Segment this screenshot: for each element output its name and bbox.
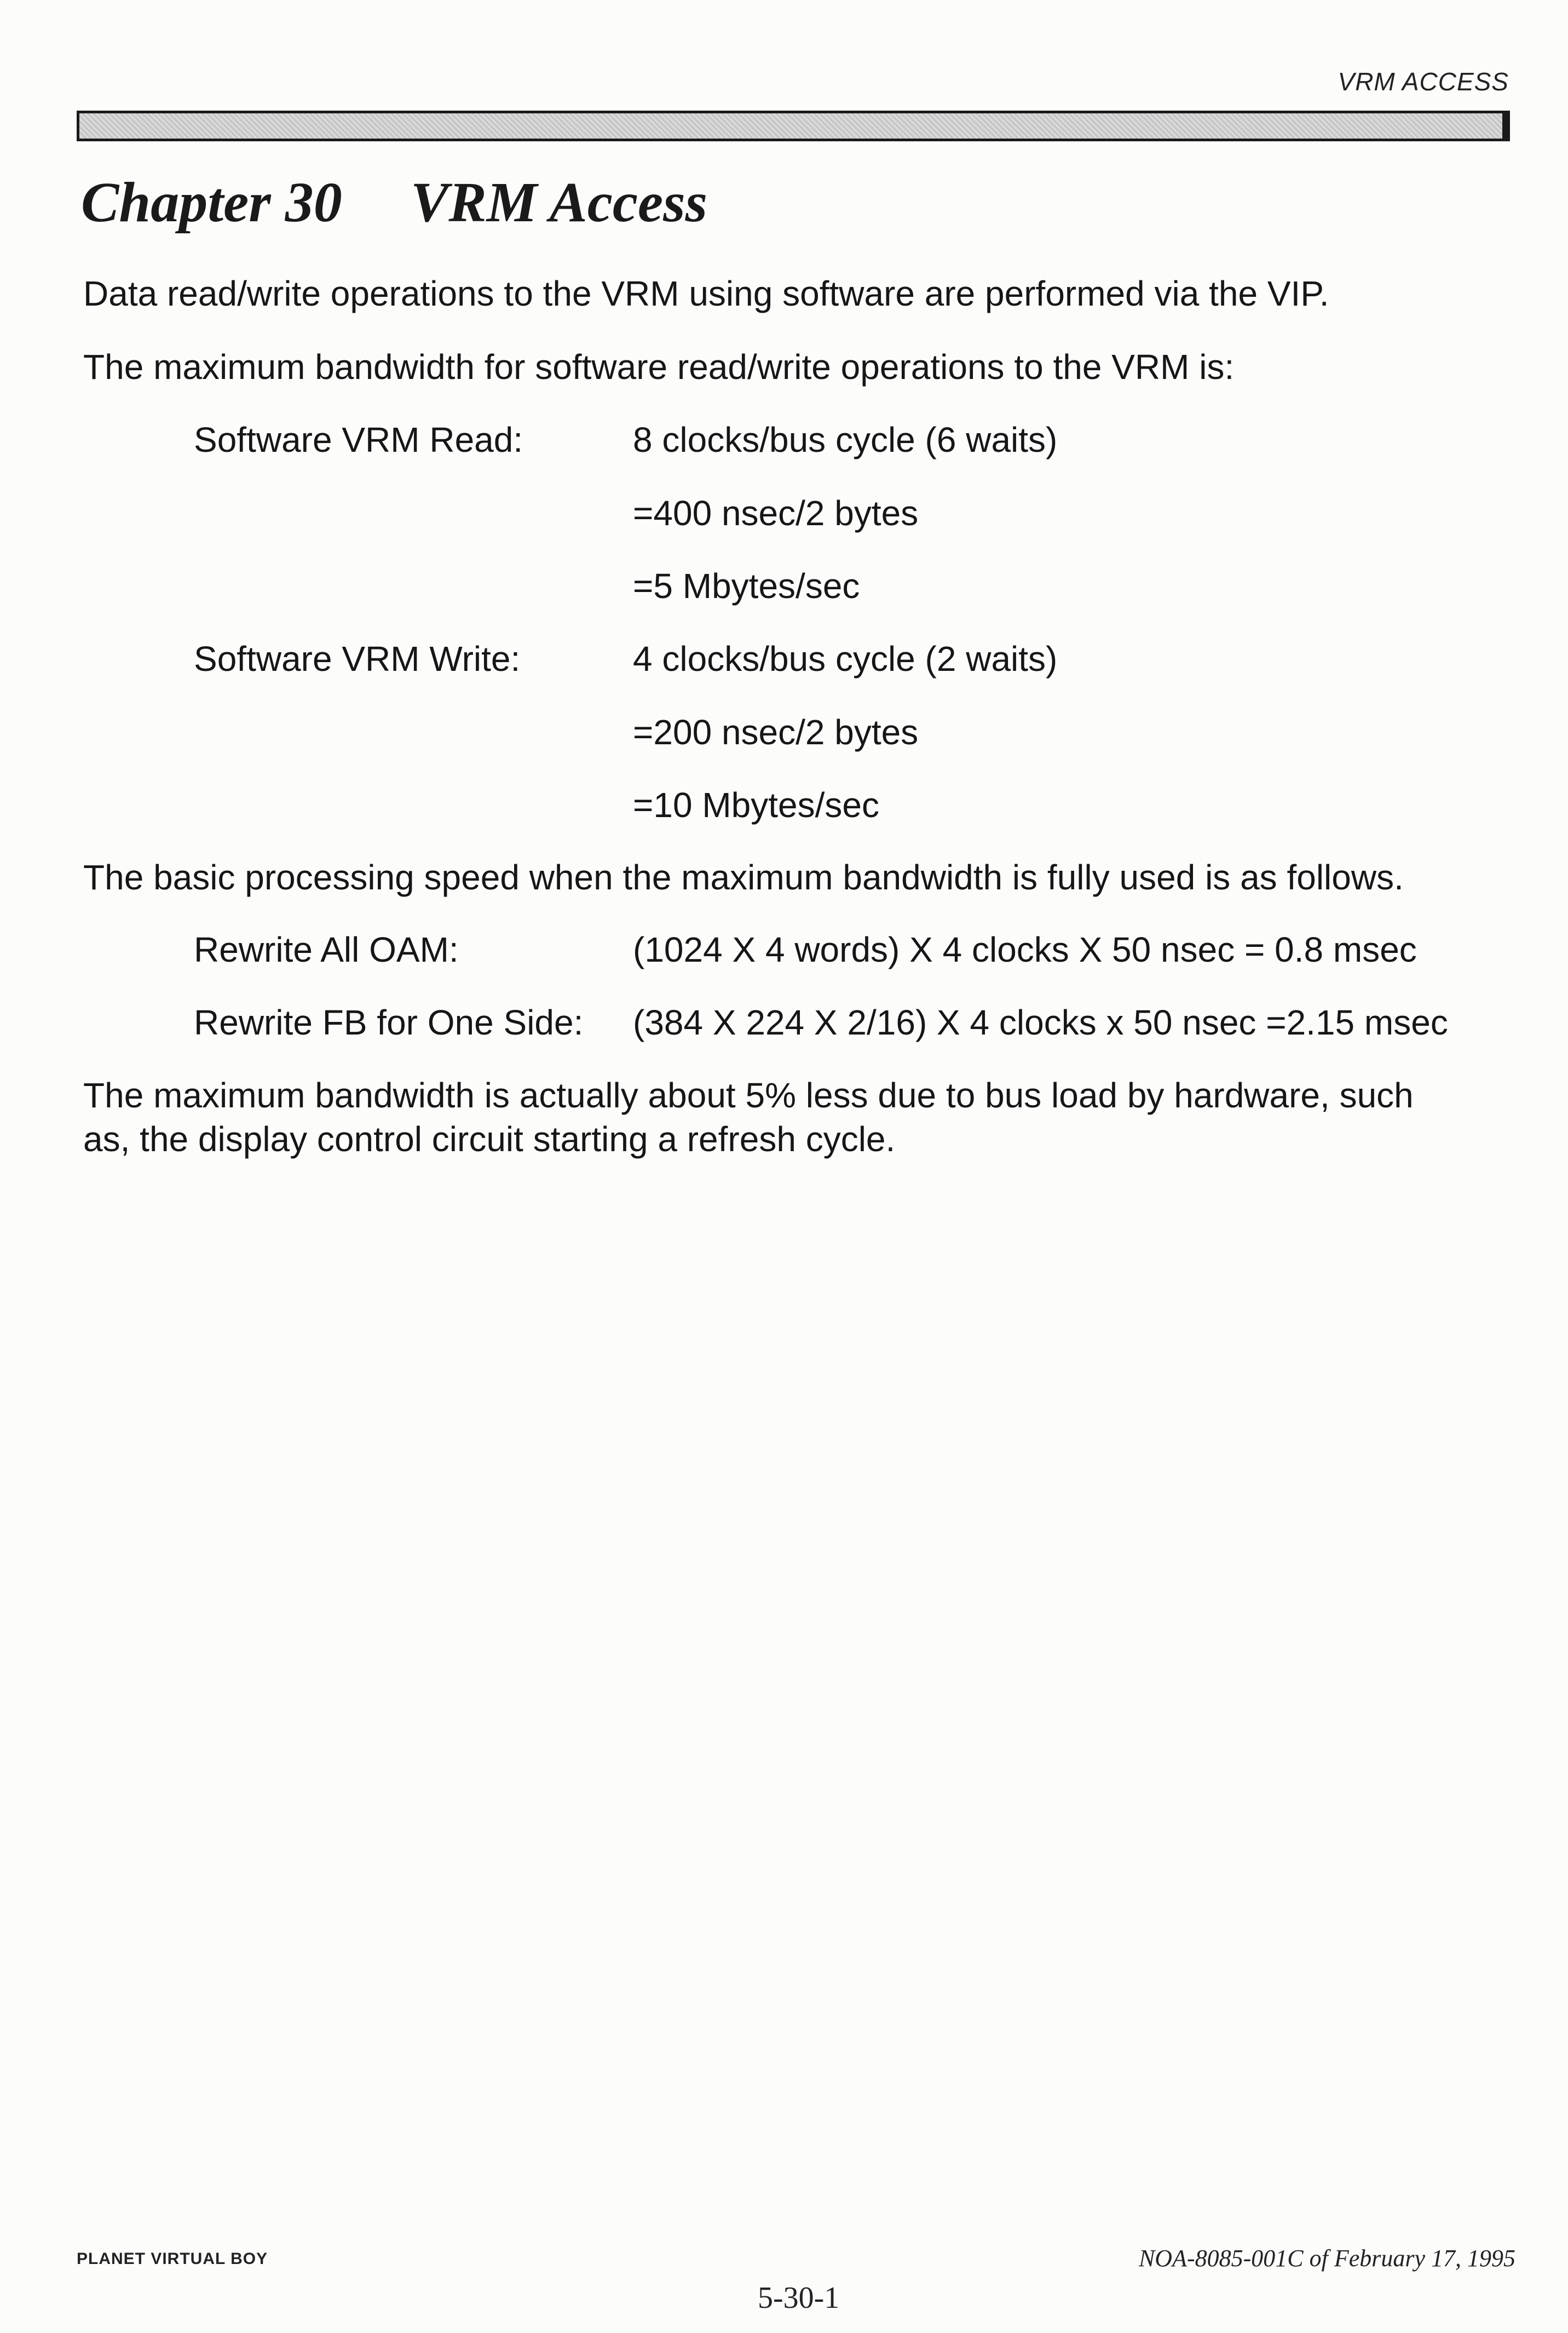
bandwidth-intro-paragraph: The maximum bandwidth for software read/write operations to the VRM is: [83, 347, 1235, 387]
processing-intro-paragraph: The basic processing speed when the maximum bandwidth is fully used is as follows. [83, 858, 1404, 897]
write-label: Software VRM Write: [194, 639, 521, 679]
footer-document-id: NOA-8085-001C of February 17, 1995 [1138, 2245, 1515, 2272]
running-header: VRM ACCESS [1338, 67, 1509, 96]
note-paragraph-line-2: as, the display control circuit starting a refresh cycle. [83, 1119, 896, 1159]
fb-value: (384 X 224 X 2/16) X 4 clocks x 50 nsec =2.15 msec [633, 1003, 1448, 1042]
oam-label: Rewrite All OAM: [194, 930, 459, 969]
write-value-line: =10 Mbytes/sec [633, 785, 879, 825]
read-label: Software VRM Read: [194, 420, 523, 459]
chapter-number: Chapter 30 [81, 171, 342, 234]
read-value-line: =400 nsec/2 bytes [633, 493, 919, 533]
write-value-line: 4 clocks/bus cycle (2 waits) [633, 639, 1058, 679]
chapter-name: VRM Access [411, 171, 708, 234]
oam-value: (1024 X 4 words) X 4 clocks X 50 nsec = 0.8 msec [633, 930, 1417, 969]
fb-label: Rewrite FB for One Side: [194, 1003, 584, 1042]
note-paragraph-line-1: The maximum bandwidth is actually about 5% less due to bus load by hardware, such [83, 1076, 1414, 1115]
write-value-line: =200 nsec/2 bytes [633, 712, 919, 752]
intro-paragraph: Data read/write operations to the VRM using software are performed via the VIP. [83, 274, 1329, 313]
read-value-line: =5 Mbytes/sec [633, 566, 860, 606]
page-number: 5-30-1 [758, 2281, 840, 2315]
chapter-title [81, 171, 708, 234]
header-rule-bar [77, 111, 1510, 141]
read-value-line: 8 clocks/bus cycle (6 waits) [633, 420, 1058, 459]
footer-publication: PLANET VIRTUAL BOY [77, 2250, 268, 2268]
